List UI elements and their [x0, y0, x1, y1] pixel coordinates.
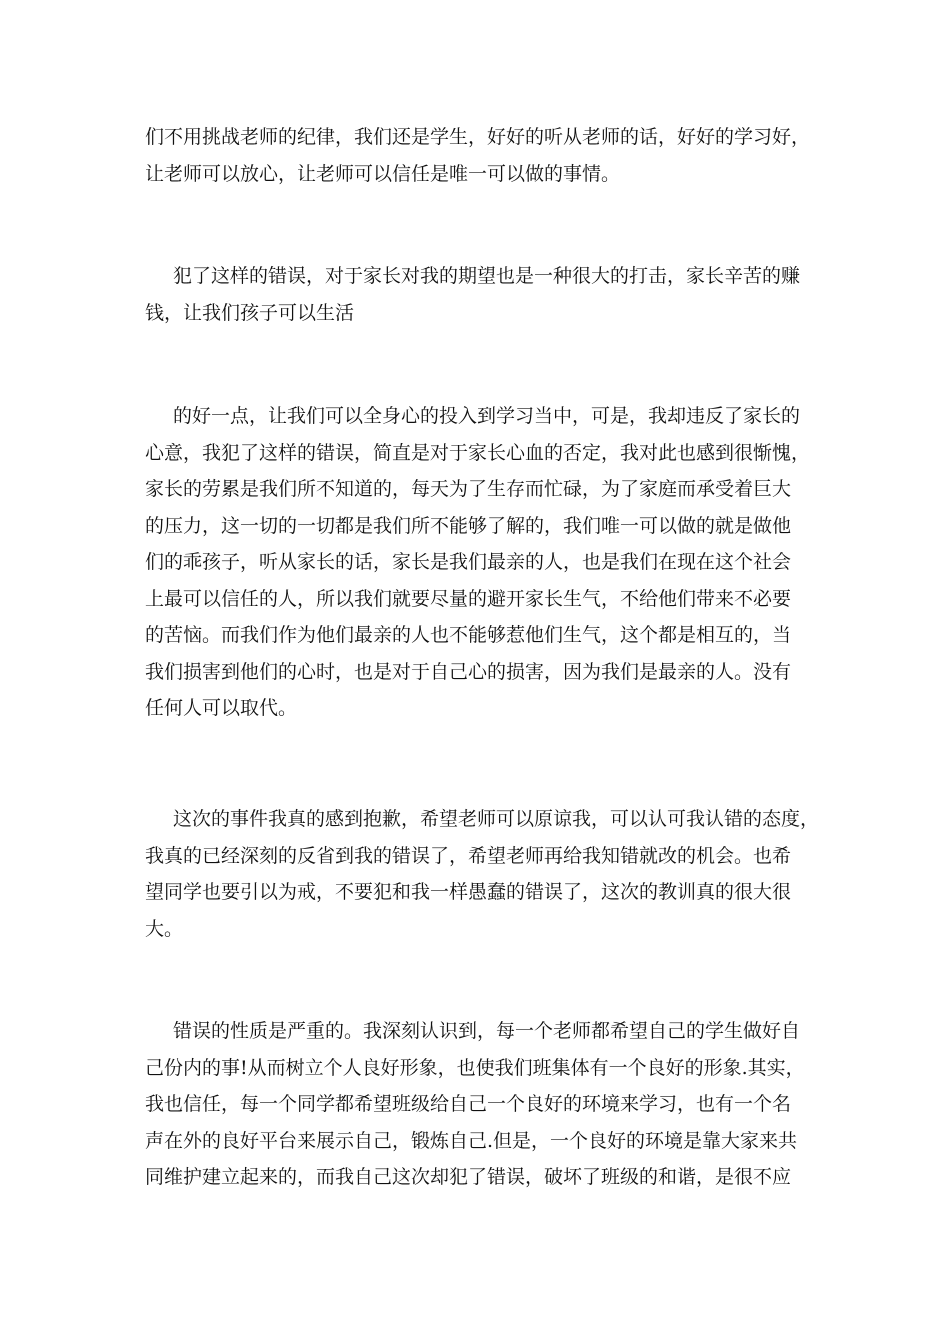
text-line: 望同学也要引以为戒，不要犯和我一样愚蠢的错误了，这次的教训真的很大很 — [145, 881, 792, 903]
text-line: 家长的劳累是我们所不知道的，每天为了生存而忙碌，为了家庭而承受着巨大 — [145, 478, 792, 500]
text-line: 大。 — [145, 917, 184, 940]
text-line: 犯了这样的错误，对于家长对我的期望也是一种很大的打击，家长辛苦的赚 — [173, 265, 801, 287]
text-line: 们不用挑战老师的纪律，我们还是学生，好好的听从老师的话，好好的学习好， — [145, 126, 811, 148]
text-line: 错误的性质是严重的。我深刻认识到，每一个老师都希望自己的学生做好自 — [173, 1020, 801, 1042]
text-line: 任何人可以取代。 — [145, 697, 298, 719]
paragraph-2 — [145, 258, 825, 331]
text-line: 同维护建立起来的，而我自己这次却犯了错误，破坏了班级的和谐，是很不应 — [145, 1166, 792, 1188]
text-line: 心意，我犯了这样的错误，简直是对于家长心血的否定，我对此也感到很惭愧， — [145, 441, 811, 464]
paragraph-1 — [145, 119, 825, 192]
text-line: 上最可以信任的人，所以我们就要尽量的避开家长生气，不给他们带来不必要 — [145, 587, 792, 610]
paragraph-3 — [145, 398, 825, 727]
text-line: 钱，让我们孩子可以生活 — [145, 301, 355, 324]
text-line: 们的乖孩子，听从家长的话，家长是我们最亲的人，也是我们在现在这个社会 — [145, 551, 792, 573]
text-line: 己份内的事!从而树立个人良好形象，也使我们班集体有一个良好的形象.其实， — [145, 1056, 805, 1079]
text-line: 让老师可以放心，让老师可以信任是唯一可以做的事情。 — [145, 162, 621, 185]
text-line: 我真的已经深刻的反省到我的错误了，希望老师再给我知错就改的机会。也希 — [145, 844, 792, 867]
text-line: 的压力，这一切的一切都是我们所不能够了解的，我们唯一可以做的就是做他 — [145, 514, 792, 537]
text-line: 这次的事件我真的感到抱歉，希望老师可以原谅我，可以认可我认错的态度， — [173, 808, 820, 830]
text-line: 我们损害到他们的心时，也是对于自己心的损害，因为我们是最亲的人。没有 — [145, 660, 792, 683]
paragraph-4 — [145, 801, 825, 947]
text-line: 的苦恼。而我们作为他们最亲的人也不能够惹他们生气，这个都是相互的，当 — [145, 624, 792, 646]
paragraph-5 — [145, 1013, 825, 1196]
text-line: 声在外的良好平台来展示自己，锻炼自己.但是，一个良好的环境是靠大家来共 — [145, 1129, 798, 1152]
text-line: 的好一点，让我们可以全身心的投入到学习当中，可是，我却违反了家长的 — [173, 405, 801, 427]
text-line: 我也信任，每一个同学都希望班级给自己一个良好的环境来学习，也有一个名 — [145, 1093, 792, 1115]
